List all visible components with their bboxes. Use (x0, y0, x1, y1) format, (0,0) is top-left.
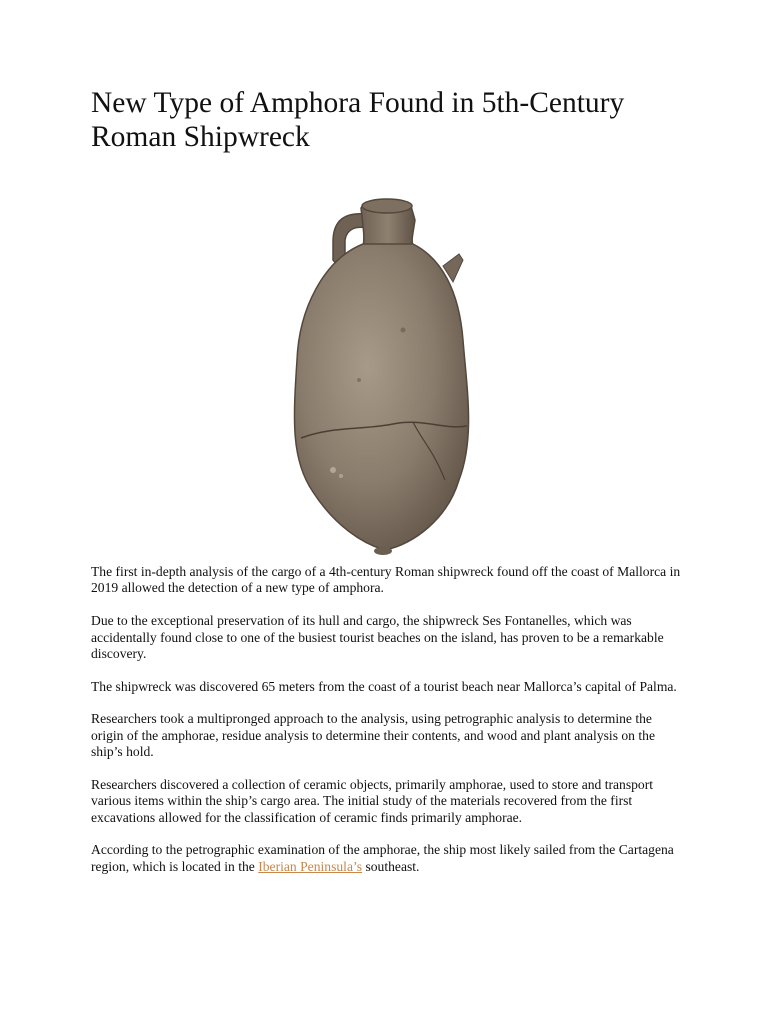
paragraph-6-text-after: southeast. (362, 858, 420, 874)
article-title-line-2: Roman Shipwreck (91, 121, 310, 153)
article-body (91, 564, 681, 891)
paragraph-3: The shipwreck was discovered 65 meters from the coast of a tourist beach near Mallorca’s capital of Palma. (91, 678, 677, 694)
amphora-image (263, 180, 503, 570)
paragraph-1: The first in-depth analysis of the cargo of a 4th-century Roman shipwreck found off the coast of Mallorca in 2019 allowed the detection of a new type of amphora. (91, 564, 681, 596)
iberian-peninsula-link[interactable]: Iberian Peninsula’s (258, 858, 363, 874)
article-title (91, 86, 691, 154)
paragraph-5: Researchers discovered a collection of ceramic objects, primarily amphorae, used to store and transport various items within the ship’s cargo area. The initial study of the materials recovered from the first excavations allowed for the classification of ceramic finds primarily amphorae. (91, 776, 654, 825)
paragraph-2: Due to the exceptional preservation of its hull and cargo, the shipwreck Ses Fontanelles, which was accidentally found close to one of the busiest tourist beaches on the island, has proven to be a remarkable discovery. (91, 613, 664, 661)
paragraph-6 (91, 842, 681, 875)
amphora-photo-icon (263, 180, 503, 570)
paragraph-6-text-before: According to the petrographic examination of the amphorae, the ship most likely sailed from the Cartagena region, which is located in the (91, 842, 674, 874)
article-title-line-1: New Type of Amphora Found in 5th-Century (91, 87, 625, 119)
paragraph-4: Researchers took a multipronged approach to the analysis, using petrographic analysis to determine the origin of the amphorae, residue analysis to determine their contents, and wood and plant analysis on the ship’s hold. (91, 711, 655, 760)
